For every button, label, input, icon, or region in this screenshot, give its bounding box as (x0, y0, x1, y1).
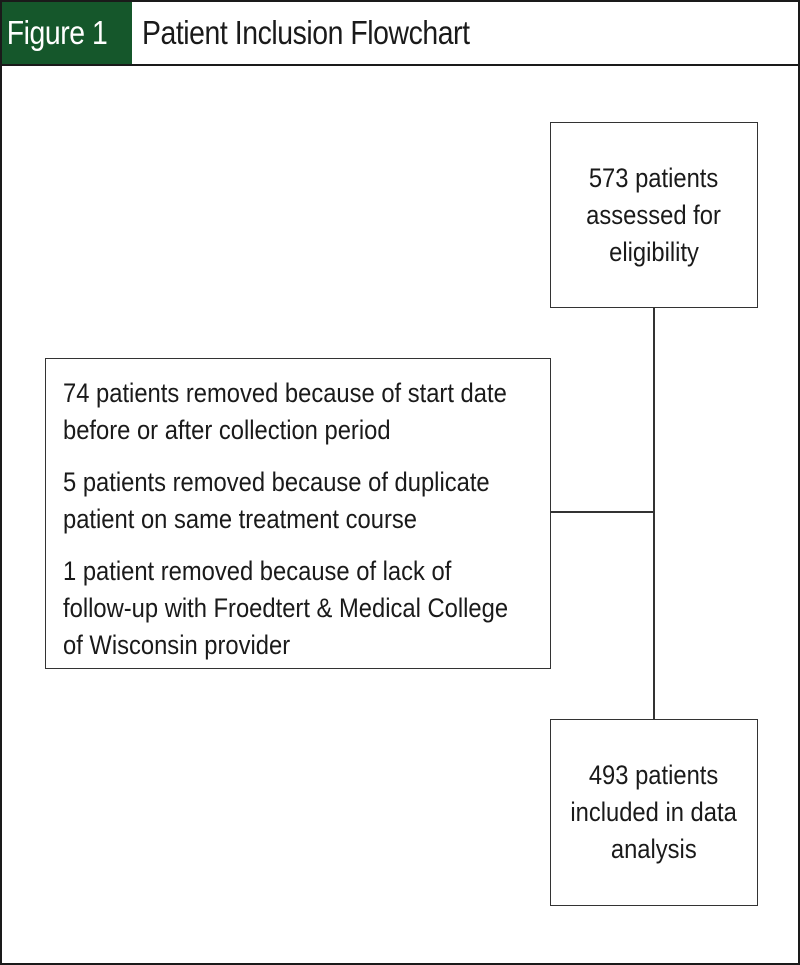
exclusion-line: 1 patient removed because of lack of (63, 556, 452, 586)
exclusion-line: follow-up with Froedtert & Medical College (63, 593, 509, 623)
eligibility-box (550, 122, 758, 308)
figure-header (2, 2, 798, 66)
included-line: 493 patients (589, 760, 719, 790)
figure-title: Patient Inclusion Flowchart (142, 14, 470, 51)
exclusion-line: patient on same treatment course (63, 504, 417, 534)
figure-label: Figure 1 (6, 14, 108, 51)
exclusion-line: 5 patients removed because of duplicate (63, 467, 490, 497)
connector-horizontal (551, 511, 654, 513)
exclusion-line: before or after collection period (63, 415, 391, 445)
exclusion-line: 74 patients removed because of start date (63, 378, 507, 408)
exclusion-item (63, 553, 550, 664)
eligibility-line: 573 patients (589, 162, 719, 193)
included-box (550, 719, 758, 906)
included-line: analysis (611, 834, 697, 864)
exclusion-item (63, 375, 550, 449)
connector-vertical (653, 308, 655, 719)
exclusion-box (45, 358, 551, 669)
exclusion-item (63, 464, 550, 538)
eligibility-line: assessed for (586, 199, 722, 230)
included-line: included in data (570, 797, 738, 827)
eligibility-line: eligibility (609, 236, 699, 267)
exclusion-line: of Wisconsin provider (63, 630, 291, 660)
